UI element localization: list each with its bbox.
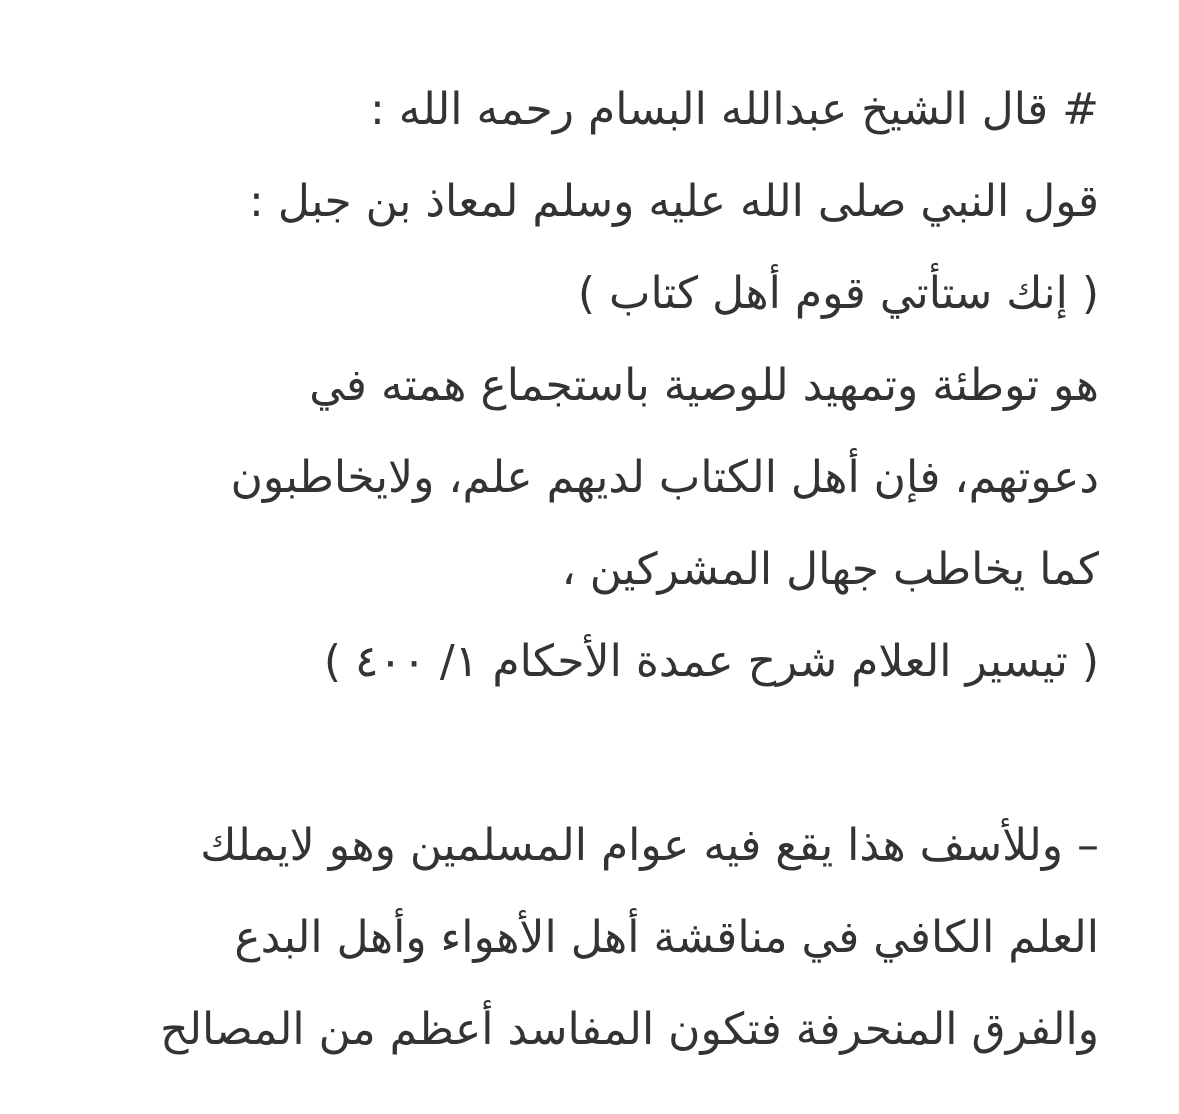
note-line: – وللأسف هذا يقع فيه عوام المسلمين وهو لايملك [200, 820, 1099, 871]
note-line: # قال الشيخ عبدالله البسام رحمه الله : [369, 84, 1099, 135]
note-text-body [79, 64, 1099, 1076]
note-line: العلم الكافي في مناقشة أهل الأهواء وأهل البدع [234, 912, 1099, 963]
note-line: دعوتهم، فإن أهل الكتاب لديهم علم، ولايخاطبون [230, 452, 1099, 503]
note-line: قول النبي صلى الله عليه وسلم لمعاذ بن جبل : [249, 176, 1099, 227]
note-line: كما يخاطب جهال المشركين ، [561, 544, 1099, 595]
paragraph-gap [79, 708, 1099, 800]
note-line: والفرق المنحرفة فتكون المفاسد أعظم من المصالح [160, 1004, 1099, 1055]
note-line: ( تيسير العلام شرح عمدة الأحكام ١/ ٤٠٠ ) [323, 636, 1099, 687]
note-line: ( إنك ستأتي قوم أهل كتاب ) [577, 268, 1099, 319]
note-line: هو توطئة وتمهيد للوصية باستجماع همته في [309, 360, 1099, 411]
